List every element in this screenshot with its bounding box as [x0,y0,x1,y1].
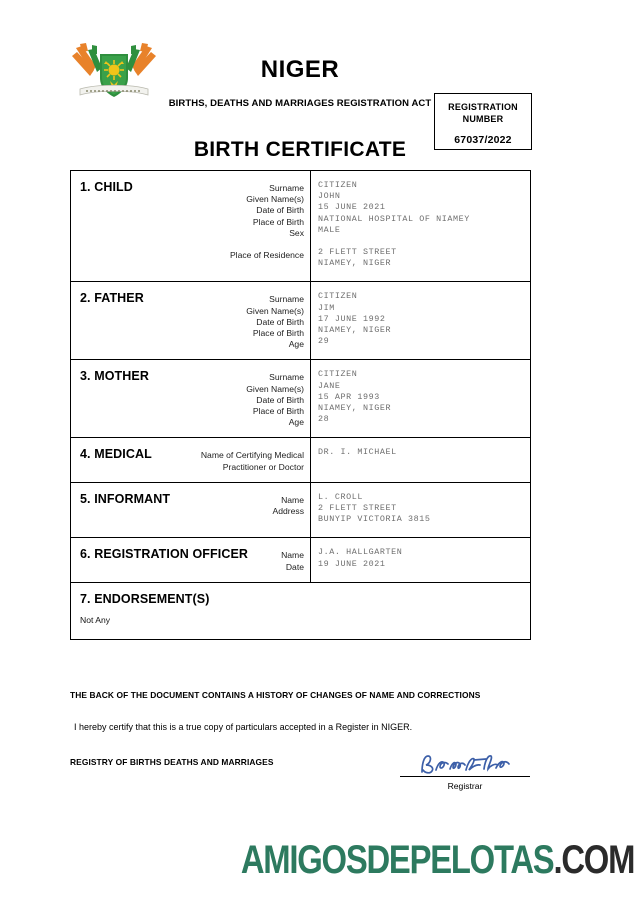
registration-number-box [434,93,532,150]
field-label: Age [288,339,304,350]
section-title: 4. MEDICAL [80,447,152,462]
registrar-signature-icon [400,750,530,776]
field-value: J.A. HALLGARTEN [318,547,403,558]
watermark-main-text: AMIGOSDEPELOTAS [240,838,554,882]
field-value: 15 JUNE 2021 [318,202,386,213]
section-title: 1. CHILD [80,180,133,194]
table-row [71,171,530,282]
field-label: Age [288,417,304,428]
section-value-cell [311,171,530,281]
field-label: Given Name(s) [246,383,304,394]
table-row [71,483,530,539]
country-title: NIGER [260,56,340,83]
section-title: 3. MOTHER [80,369,149,384]
field-label: Name [281,494,304,505]
section-label-cell [71,438,311,481]
field-label [80,517,304,528]
act-subtitle: BIRTHS, DEATHS AND MARRIAGES REGISTRATION ACT [168,98,432,109]
field-value: CITIZEN [318,291,358,302]
section-title: 2. FATHER [80,291,144,306]
field-value: 2 FLETT STREET [318,503,397,514]
field-value: JOHN [318,191,341,202]
field-label: Surname [269,372,304,383]
field-label: Place of Birth [252,328,304,339]
section-value-cell [311,282,530,359]
endorsement-title: 7. ENDORSEMENT(S) [80,591,210,606]
endorsement-note: Not Any [80,614,111,625]
field-label: Date of Birth [256,394,304,405]
field-value: NIAMEY, NIGER [318,258,392,269]
field-label [80,261,304,272]
section-label-cell [71,282,311,359]
field-value: 29 [318,336,330,347]
field-label: Date of Birth [256,316,304,327]
document-header [0,0,644,170]
field-value: 19 JUNE 2021 [318,558,386,569]
field-value: 15 APR 1993 [318,391,380,402]
field-label: Name of Certifying Medical [200,450,304,461]
section-title: 5. INFORMANT [80,491,171,506]
signature-block [400,750,530,791]
field-label: Name [281,550,304,561]
field-value: 28 [318,414,330,425]
field-label: Surname [269,294,304,305]
registration-label-line2: NUMBER [462,113,504,124]
field-value: 2 FLETT STREET [318,247,397,258]
section-value-cell [311,538,530,581]
back-of-document-note: THE BACK OF THE DOCUMENT CONTAINS A HISTORY OF CHANGES OF NAME AND CORRECTIONS [70,690,481,700]
field-value: BUNYIP VICTORIA 3815 [318,514,431,525]
field-value: 17 JUNE 1992 [318,313,386,324]
field-value: NIAMEY, NIGER [318,325,392,336]
field-value: NIAMEY, NIGER [318,403,392,414]
field-value: CITIZEN [318,369,358,380]
field-value: JIM [318,302,335,313]
table-row [71,538,530,582]
field-label: Practitioner or Doctor [222,461,304,472]
niger-coat-of-arms-icon [66,40,162,106]
field-value: L. CROLL [318,491,364,502]
field-label: Given Name(s) [246,305,304,316]
field-label: Place of Birth [252,406,304,417]
field-label: Place of Residence [229,250,304,261]
field-value: MALE [318,224,341,235]
site-watermark [116,838,644,882]
field-label-list [80,372,304,428]
field-label: Date [285,561,304,572]
registration-label-line1: REGISTRATION [448,102,518,112]
section-label-cell [71,360,311,437]
section-title: 6. REGISTRATION OFFICER [80,547,249,562]
section-label-cell [71,538,311,581]
field-label-list [80,183,304,272]
field-label: Sex [289,227,304,238]
field-label-list [80,550,304,572]
field-label-list [80,450,304,472]
watermark-tld-text: .COM [553,838,635,882]
endorsement-row [71,583,530,639]
field-value: JANE [318,380,341,391]
table-row [71,282,530,360]
registration-number-value: 67037/2022 [454,134,512,146]
field-label: Address [272,506,304,517]
section-value-cell [311,360,530,437]
section-label-cell [71,483,311,538]
table-row [71,360,530,438]
registry-office-line: REGISTRY OF BIRTHS DEATHS AND MARRIAGES [70,757,274,767]
field-value: NATIONAL HOSPITAL OF NIAMEY [318,213,470,224]
field-value: DR. I. MICHAEL [318,447,397,458]
table-row [71,438,530,482]
registrar-caption: Registrar [447,781,483,791]
certification-statement: I hereby certify that this is a true copy of particulars accepted in a Register in NIGER. [74,722,413,732]
section-value-cell [311,483,530,538]
document-title: BIRTH CERTIFICATE [193,138,407,161]
field-label: Place of Birth [252,216,304,227]
certificate-table [70,170,531,640]
section-label-cell [71,171,311,281]
field-label: Surname [269,183,304,193]
field-label: Given Name(s) [246,194,304,205]
field-value [318,459,524,470]
document-footer [70,690,540,791]
section-value-cell [311,438,530,481]
signature-line [400,776,530,777]
field-label: Date of Birth [256,205,304,216]
field-label-list [80,495,304,529]
field-label-list [80,294,304,350]
field-value: CITIZEN [318,180,358,190]
